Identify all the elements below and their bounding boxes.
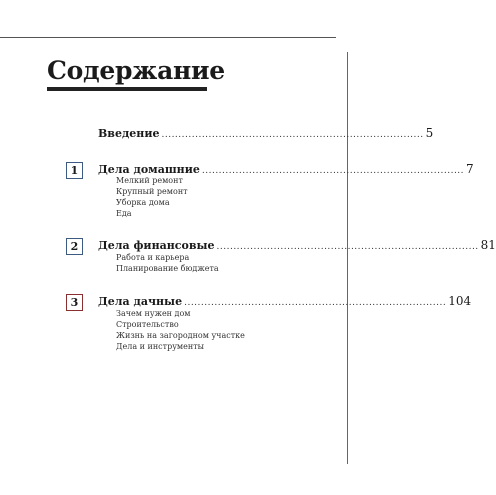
subsection-item[interactable]: Еда [116, 209, 132, 218]
title-underline [47, 87, 207, 91]
subsection-item[interactable]: Жизнь на загородном участке [116, 331, 245, 340]
subsection-item[interactable]: Строительство [116, 320, 179, 329]
chapter-number-box: 1 [66, 162, 83, 179]
subsection-item[interactable]: Крупный ремонт [116, 187, 188, 196]
toc-entry-title: Дела дачные [98, 295, 183, 308]
toc-page-number: 104 [448, 294, 472, 308]
toc-page-number: 5 [425, 126, 434, 140]
toc-entry-title: Дела финансовые [98, 239, 215, 252]
page-title: Содержание [47, 56, 225, 85]
toc-entry-chapter-3[interactable] [98, 294, 472, 308]
subsection-list [116, 252, 219, 274]
toc-entry-intro[interactable] [98, 126, 434, 140]
toc-leader-dots: .............................................................................. [216, 242, 479, 252]
toc-leader-dots: .............................................................................. [201, 166, 465, 176]
toc-entry-title: Введение [98, 127, 160, 140]
side-rule [347, 52, 348, 464]
toc-page-number: 81 [480, 238, 496, 252]
toc-entry-title: Дела домашние [98, 163, 200, 176]
subsection-item[interactable]: Дела и инструменты [116, 342, 204, 351]
toc-entry-chapter-2[interactable] [98, 238, 496, 252]
toc-page-number: 7 [466, 162, 474, 176]
chapter-number-box: 2 [66, 238, 83, 255]
subsection-item[interactable]: Уборка дома [116, 198, 170, 207]
toc-leader-dots: .............................................................................. [161, 130, 424, 140]
top-rule [0, 37, 336, 38]
subsection-item[interactable]: Мелкий ремонт [116, 176, 183, 185]
subsection-list [116, 308, 245, 352]
subsection-item[interactable]: Работа и карьера [116, 253, 190, 262]
subsection-list [116, 175, 188, 219]
subsection-item[interactable]: Зачем нужен дом [116, 309, 191, 318]
toc-entry-chapter-1[interactable] [98, 162, 474, 176]
chapter-number-box: 3 [66, 294, 83, 311]
toc-leader-dots: .............................................................................. [184, 298, 447, 308]
subsection-item[interactable]: Планирование бюджета [116, 264, 219, 273]
